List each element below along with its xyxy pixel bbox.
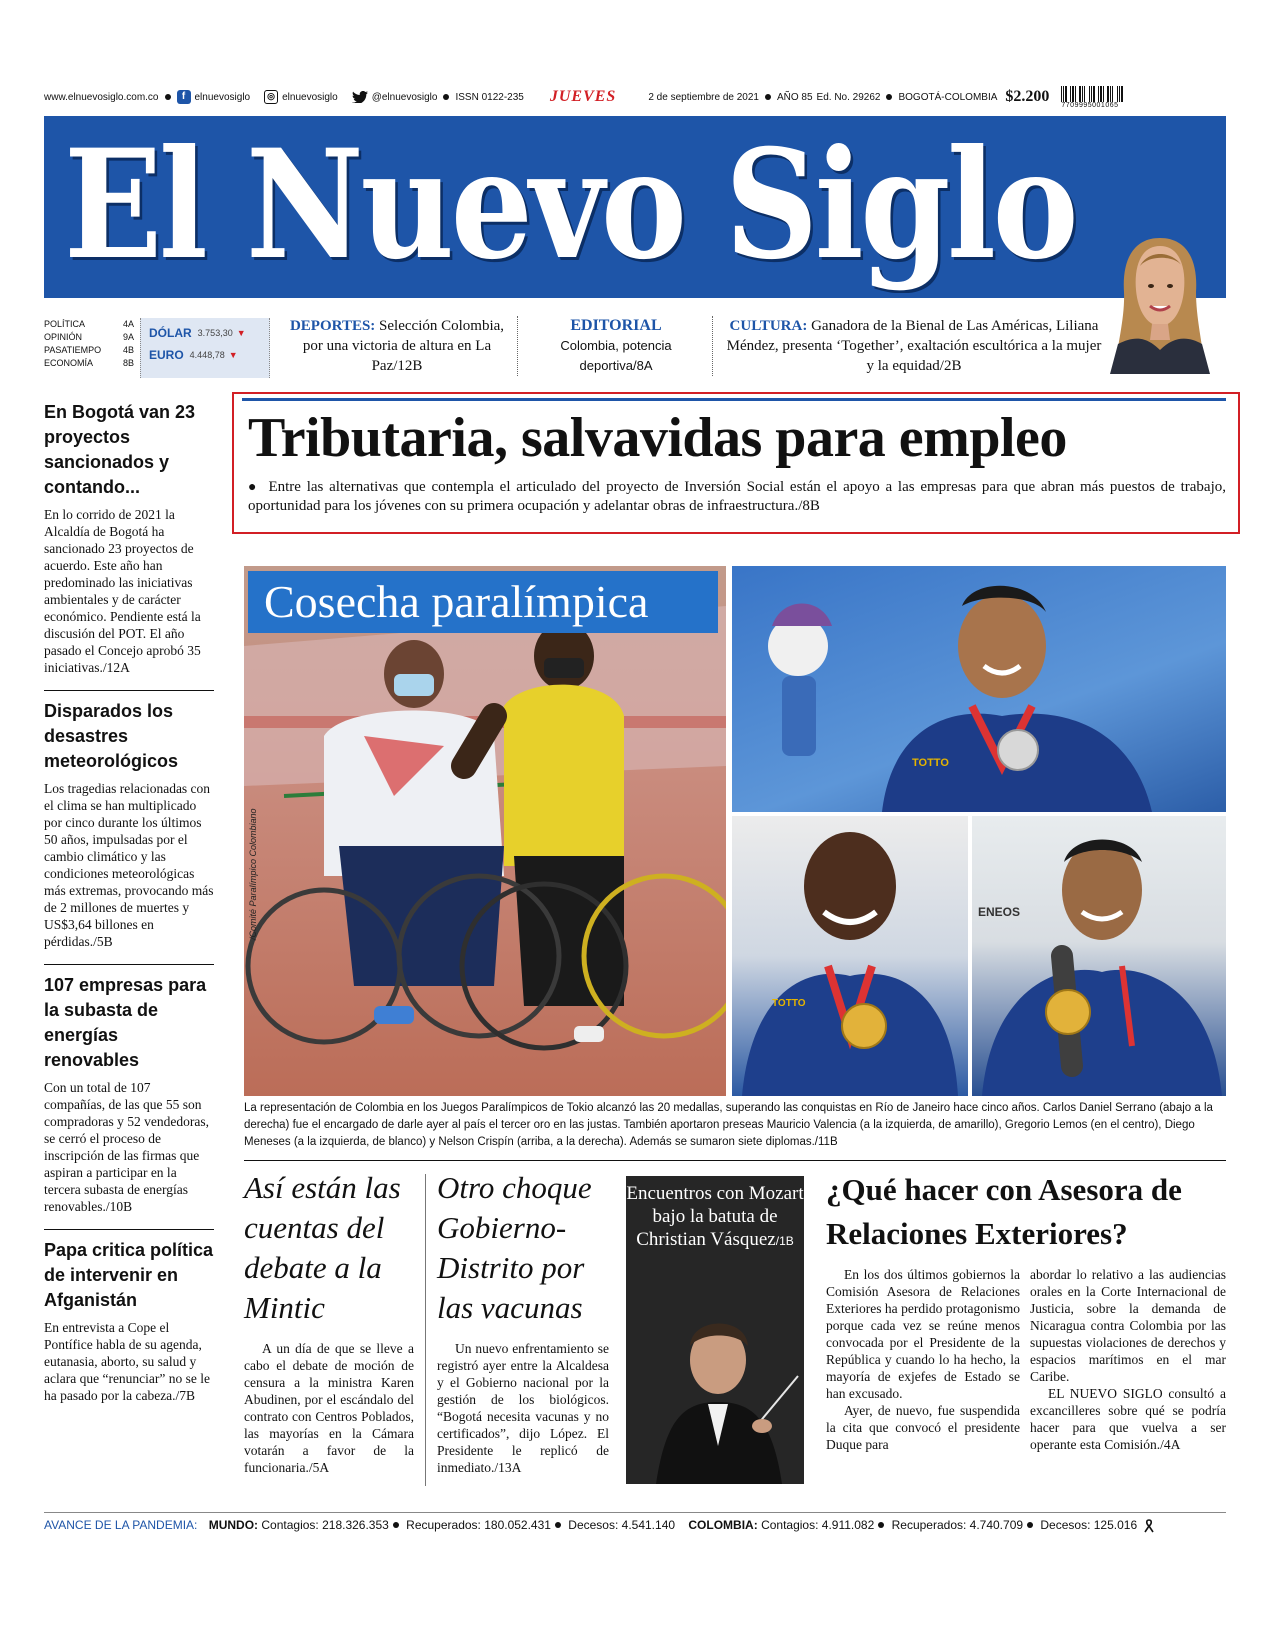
- section-index: [44, 318, 134, 370]
- world-label: MUNDO:: [208, 1518, 259, 1532]
- brief-body: Los tragedias relacionadas con el clima se han multiplicado por cinco durante los últimos 50 años, impulsadas por el cambio climático y las condiciones meteorológicas más extremas, provocando más de 2 millones de muertes y US$3,64 billones en pérdidas./5B: [44, 781, 214, 949]
- index-row[interactable]: ECONOMÍA 8B: [44, 358, 134, 368]
- colombia-label: COLOMBIA:: [688, 1518, 758, 1532]
- left-column: [44, 400, 214, 1418]
- lead-rule: [242, 398, 1226, 401]
- colombia-recovered: Recuperados: 4.740.709: [891, 1518, 1024, 1532]
- photo-athlete-gold-center[interactable]: [732, 816, 968, 1096]
- ribbon-icon: [1144, 1519, 1154, 1533]
- story-title-mintic[interactable]: Así están las cuentas del debate a la Mintic: [244, 1170, 401, 1325]
- instagram-handle[interactable]: elnuevosiglo: [282, 91, 338, 103]
- dollar-rate: DÓLAR 3.753,30 ▼: [149, 326, 246, 340]
- lead-summary: ● Entre las alternativas que contempla el articulado del proyecto de Inversión Social están el apoyo a las empresas para que abran más puestos de trabajo, oportunidad para los jóvenes con su primera ocupación y adelantar obras de infraestructura./8B: [248, 478, 1226, 516]
- sponsor-sign: ENEOS: [978, 905, 1021, 919]
- issn: ISSN 0122-235: [455, 91, 524, 103]
- columnist-portrait: [1110, 232, 1210, 374]
- story-title-mozart[interactable]: Encuentros con Mozart bajo la batuta de Christian Vásquez/1B: [626, 1183, 804, 1250]
- twitter-handle[interactable]: @elnuevosiglo: [371, 91, 438, 103]
- bullet-icon: [886, 94, 892, 100]
- brief-title[interactable]: Papa critica política de intervenir en Afganistán: [44, 1240, 214, 1310]
- brief-title[interactable]: Disparados los desastres meteorológicos: [44, 701, 179, 771]
- index-row[interactable]: OPINIÓN 9A: [44, 332, 134, 342]
- teaser-cultura[interactable]: CULTURA: Ganadora de la Bienal de Las Américas, Liliana Méndez, presenta ‘Together’, exaltación escultórica a la mujer y la equidad/2B: [726, 318, 1102, 374]
- index-row[interactable]: PASATIEMPO 4B: [44, 345, 134, 355]
- index-row[interactable]: POLÍTICA 4A: [44, 319, 134, 329]
- topbar: [44, 86, 1240, 108]
- currency-box: [140, 318, 270, 378]
- date: 2 de septiembre de 2021: [648, 91, 759, 103]
- brief-body: En entrevista a Cope el Pontífice habla de su agenda, eutanasia, aborto, su salud y aclara que “renunciar” no se le ha pasado por la cabeza./7B: [44, 1320, 211, 1403]
- lead-headline[interactable]: Tributaria, salvavidas para empleo: [248, 407, 1067, 469]
- weekday: JUEVES: [549, 88, 617, 105]
- barcode: [1053, 86, 1126, 109]
- facebook-icon[interactable]: f: [177, 90, 191, 104]
- bullet-icon: [443, 94, 449, 100]
- colombia-deaths: Decesos: 125.016: [1040, 1518, 1138, 1532]
- brief-title[interactable]: 107 empresas para la subasta de energías renovables: [44, 975, 207, 1070]
- brief-title[interactable]: En Bogotá van 23 proyectos sancionados y contando...: [44, 402, 196, 497]
- brief-body: Con un total de 107 compañías, de las que 55 son compradoras y 52 vendedoras, se cerró el proceso de inscripción de las firmas que aspiran a participar en la tercera subasta de energías renovables./10B: [44, 1080, 209, 1214]
- masthead-title: El Nuevo Siglo: [64, 117, 1076, 293]
- photo-caption: La representación de Colombia en los Juegos Paralímpicos de Tokio alcanzó las 20 medallas, superando las conquistas en Río de Janeiro hace cinco años. Carlos Daniel Serrano (abajo a la derecha) fue el encargado de darle ayer al país el tercer oro en las justas. También aportaron preseas Mauricio Valencia (a la izquierda, de amarillo), Gregorio Lemos (en el centro), Diego Meneses (a la izquierda, de blanco) y Nelson Crispín (arriba, a la derecha). Además se sumaron siete diplomas./11B: [244, 1102, 1213, 1148]
- facebook-handle[interactable]: elnuevosiglo: [194, 91, 251, 103]
- divider: [44, 690, 214, 691]
- teaser-deportes[interactable]: DEPORTES: Selección Colombia, por una victoria de altura en La Paz/12B: [289, 318, 505, 374]
- photo-credit: /Comité Paralímpico Colombiano: [248, 808, 258, 940]
- divider: [712, 316, 713, 376]
- colombia-cases: Contagios: 4.911.082: [761, 1518, 875, 1532]
- euro-rate: EURO 4.448,78 ▼: [149, 348, 238, 362]
- city: BOGOTÁ-COLOMBIA: [898, 91, 998, 103]
- divider: [44, 1512, 1226, 1513]
- world-recovered: Recuperados: 180.052.431: [406, 1518, 551, 1532]
- bullet-icon: [165, 94, 171, 100]
- pandemic-label: AVANCE DE LA PANDEMIA:: [44, 1518, 198, 1532]
- pandemic-bar: [44, 1518, 1240, 1533]
- story-body-asesora-col2: abordar lo relativo a las audiencias orales en la Corte Internacional de Justicia, sobre la demanda de Nicaragua contra Colombia por las supuestas violaciones de derechos y espacios marítimos en el mar Caribe. EL NUEVO SIGLO consultó a excancilleres sobre qué se podría hacer para que vuelva a ser operante esta Comisión./4A: [1030, 1267, 1226, 1452]
- divider: [44, 964, 214, 965]
- edition: Ed. No. 29262: [816, 91, 881, 103]
- price: $2.200: [1005, 88, 1050, 105]
- photo-wheelchair-athletes[interactable]: [244, 566, 726, 1096]
- divider: [517, 316, 518, 376]
- divider: [244, 1160, 1226, 1161]
- photo-athlete-gold-right[interactable]: [972, 816, 1226, 1096]
- website-link[interactable]: www.elnuevosiglo.com.co: [44, 91, 159, 103]
- divider: [425, 1174, 426, 1486]
- year: AÑO 85: [776, 91, 813, 103]
- down-arrow-icon: ▼: [228, 350, 238, 360]
- story-title-asesora[interactable]: ¿Qué hacer con Asesora de Relaciones Exteriores?: [826, 1172, 1182, 1251]
- world-deaths: Decesos: 4.541.140: [568, 1518, 676, 1532]
- bullet-icon: [765, 94, 771, 100]
- twitter-icon[interactable]: [352, 91, 368, 103]
- brief-body: En lo corrido de 2021 la Alcaldía de Bogotá ha sancionado 23 proyectos de acuerdo. Este año han predominado las iniciativas ambientales y de carácter económico. Pendiente está la discusión del POT. El año pasado el Concejo aprobó 35 iniciativas./12A: [44, 507, 201, 675]
- masthead: [44, 116, 1226, 298]
- photo-athlete-silver[interactable]: [732, 566, 1226, 812]
- world-cases: Contagios: 218.326.353: [261, 1518, 389, 1532]
- story-body-vacunas: Un nuevo enfrentamiento se registró ayer entre la Alcaldesa y el Gobierno nacional por la gestión de los biológicos. “Bogotá necesita vacunas y no certificados”, dijo López. El Presidente le replicó de inmediato./13A: [437, 1341, 609, 1475]
- photo-feature-title[interactable]: Cosecha paralímpica: [248, 571, 718, 633]
- teaser-editorial[interactable]: EDITORIAL Colombia, potencia deportiva/8A: [560, 317, 672, 373]
- story-title-vacunas[interactable]: Otro choque Gobierno-Distrito por las vacunas: [437, 1170, 592, 1325]
- totto-logo: TOTTO: [912, 757, 949, 769]
- instagram-icon[interactable]: ◎: [264, 90, 278, 104]
- story-body-asesora-col1: En los dos últimos gobiernos la Comisión Asesora de Relaciones Exteriores ha perdido protagonismo porque cada vez se reúne menos convocada por el Presidente de la República y cuando lo ha hecho, la mayoría de exjefes de Estado se han excusado. Ayer, de nuevo, fue suspendida la cita que convocó el presidente Duque para: [826, 1267, 1020, 1452]
- barcode-number: 7709995001065: [1061, 101, 1119, 109]
- barcode-icon: [1061, 86, 1126, 102]
- totto-logo: TOTTO: [772, 998, 806, 1009]
- story-body-mintic: A un día de que se lleve a cabo el debate de moción de censura a la ministra Karen Abudinen, por el escándalo del contrato con Centros Poblados, las mayorías en la Cámara votarán a favor de la funcionaria./5A: [244, 1341, 414, 1475]
- divider: [44, 1229, 214, 1230]
- down-arrow-icon: ▼: [236, 328, 246, 338]
